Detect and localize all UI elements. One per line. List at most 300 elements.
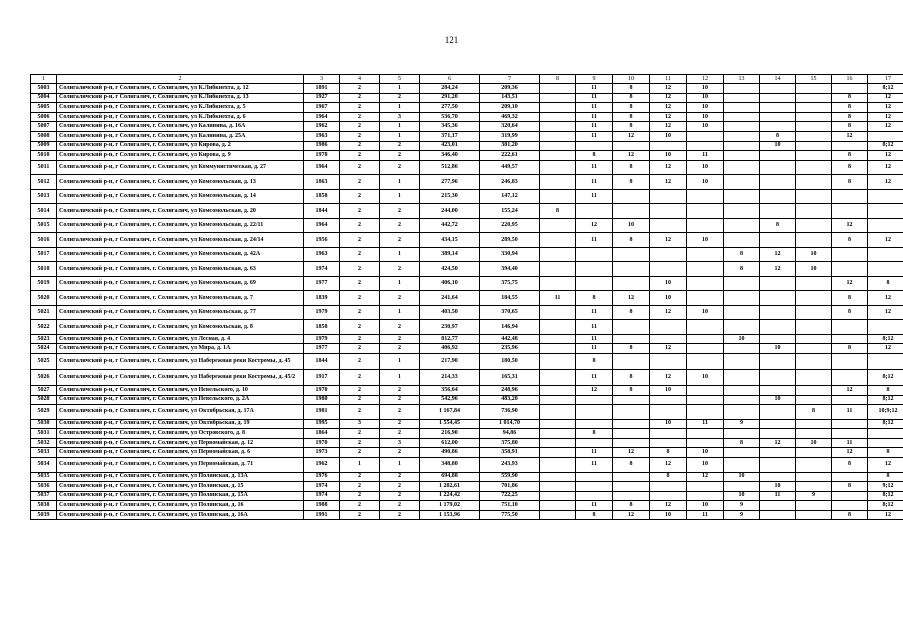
address-cell: Солигаличский р-н, г Солигалич, г. Солигалич, ул Комсомольская, д. 77 bbox=[57, 305, 304, 320]
total-area-cell: 214,33 bbox=[420, 369, 480, 385]
floors-cell: 2 bbox=[340, 482, 380, 492]
col-17-cell bbox=[868, 204, 903, 219]
address-cell: Солигаличский р-н, г Солигалич, г. Солигалич, ул Кирова, д. 9 bbox=[57, 151, 304, 161]
col-16-cell: 12 bbox=[832, 448, 868, 458]
col-17-cell: 12 bbox=[868, 93, 903, 103]
col-10-cell bbox=[613, 472, 650, 482]
row-number-cell: 5015 bbox=[31, 218, 57, 233]
col-13-cell: 9 bbox=[724, 419, 760, 429]
living-area-cell: 358,91 bbox=[480, 448, 540, 458]
year-built-cell: 1977 bbox=[304, 276, 340, 291]
col-17-cell: 12 bbox=[868, 291, 903, 306]
col-14-cell bbox=[760, 369, 796, 385]
address-cell: Солигаличский р-н, г Солигалич, г. Солигалич, ул Набережная реки Костромы, д. 45/2 bbox=[57, 369, 304, 385]
address-cell: Солигаличский р-н, г Солигалич, г. Солигалич, ул Первомайская, д. 12 bbox=[57, 438, 304, 448]
col-14-cell: 12 bbox=[760, 247, 796, 262]
col-10-cell: 8 bbox=[613, 501, 650, 511]
col-13-cell: 8 bbox=[724, 247, 760, 262]
header-cell-6: 6 bbox=[420, 75, 480, 84]
entrances-cell: 1 bbox=[380, 276, 420, 291]
floors-cell: 2 bbox=[340, 262, 380, 277]
living-area-cell: 289,50 bbox=[480, 233, 540, 248]
col-17-cell bbox=[868, 262, 903, 277]
col-17-cell: 8;12 bbox=[868, 395, 903, 405]
col-14-cell bbox=[760, 276, 796, 291]
col-17-cell: 12 bbox=[868, 160, 903, 175]
col-12-cell: 10 bbox=[687, 233, 724, 248]
col-13-cell bbox=[724, 482, 760, 492]
col-11-cell: 10 bbox=[650, 510, 687, 520]
entrances-cell: 2 bbox=[380, 344, 420, 354]
col-13-cell bbox=[724, 448, 760, 458]
col-9-cell: 11 bbox=[576, 305, 613, 320]
col-13-cell bbox=[724, 189, 760, 204]
address-cell: Солигаличский р-н, г Солигалич, г. Солигалич, ул Комсомольская, д. 63 bbox=[57, 262, 304, 277]
col-14-cell: 12 bbox=[760, 262, 796, 277]
living-area-cell: 751,10 bbox=[480, 501, 540, 511]
total-area-cell: 1 167,84 bbox=[420, 405, 480, 420]
col-16-cell bbox=[832, 429, 868, 439]
header-cell-11: 11 bbox=[650, 75, 687, 84]
col-11-cell: 12 bbox=[650, 458, 687, 473]
col-12-cell bbox=[687, 491, 724, 501]
col-8-cell bbox=[540, 112, 576, 122]
col-16-cell bbox=[832, 141, 868, 151]
address-cell: Солигаличский р-н, г Солигалич, г. Солигалич, ул Комсомольская, д. 8 bbox=[57, 320, 304, 335]
col-14-cell bbox=[760, 385, 796, 395]
living-area-cell: 320,64 bbox=[480, 122, 540, 132]
col-17-cell: 12 bbox=[868, 103, 903, 113]
col-11-cell: 10 bbox=[650, 131, 687, 141]
col-13-cell: 10 bbox=[724, 491, 760, 501]
col-14-cell bbox=[760, 291, 796, 306]
living-area-cell: 722,25 bbox=[480, 491, 540, 501]
year-built-cell: 1962 bbox=[304, 122, 340, 132]
year-built-cell: 1986 bbox=[304, 141, 340, 151]
row-number-cell: 5016 bbox=[31, 233, 57, 248]
col-17-cell: 8;12 bbox=[868, 84, 903, 94]
col-17-cell: 8;12 bbox=[868, 419, 903, 429]
year-built-cell: 1962 bbox=[304, 458, 340, 473]
col-14-cell bbox=[760, 353, 796, 369]
row-number-cell: 5027 bbox=[31, 385, 57, 395]
table-row bbox=[31, 472, 903, 482]
entrances-cell: 2 bbox=[380, 93, 420, 103]
col-9-cell: 11 bbox=[576, 112, 613, 122]
entrances-cell: 1 bbox=[380, 122, 420, 132]
floors-cell: 2 bbox=[340, 151, 380, 161]
col-10-cell bbox=[613, 438, 650, 448]
col-15-cell bbox=[796, 353, 832, 369]
address-cell: Солигаличский р-н, г Солигалич, г. Солигалич, ул К.Либкнехта, д. 6 bbox=[57, 112, 304, 122]
total-area-cell: 215,30 bbox=[420, 189, 480, 204]
entrances-cell: 2 bbox=[380, 334, 420, 344]
col-17-cell: 12 bbox=[868, 122, 903, 132]
col-13-cell bbox=[724, 276, 760, 291]
entrances-cell: 1 bbox=[380, 84, 420, 94]
col-13-cell bbox=[724, 93, 760, 103]
col-16-cell: 8 bbox=[832, 103, 868, 113]
col-9-cell bbox=[576, 247, 613, 262]
header-cell-9: 9 bbox=[576, 75, 613, 84]
col-8-cell bbox=[540, 353, 576, 369]
address-cell: Солигаличский р-н, г Солигалич, г. Солигалич, ул Первомайская, д. 6 bbox=[57, 448, 304, 458]
year-built-cell: 1927 bbox=[304, 93, 340, 103]
year-built-cell: 1974 bbox=[304, 482, 340, 492]
col-14-cell: 10 bbox=[760, 344, 796, 354]
table-row bbox=[31, 320, 903, 335]
year-built-cell: 1970 bbox=[304, 385, 340, 395]
col-8-cell bbox=[540, 405, 576, 420]
col-11-cell: 12 bbox=[650, 305, 687, 320]
total-area-cell: 512,86 bbox=[420, 160, 480, 175]
row-number-cell: 5033 bbox=[31, 448, 57, 458]
address-cell: Солигаличский р-н, г Солигалич, г. Солигалич, ул Кирова, д. 2 bbox=[57, 141, 304, 151]
col-17-cell bbox=[868, 189, 903, 204]
col-13-cell bbox=[724, 112, 760, 122]
col-8-cell bbox=[540, 122, 576, 132]
col-14-cell bbox=[760, 122, 796, 132]
col-13-cell bbox=[724, 204, 760, 219]
col-13-cell bbox=[724, 131, 760, 141]
col-9-cell bbox=[576, 472, 613, 482]
col-16-cell bbox=[832, 501, 868, 511]
col-9-cell: 11 bbox=[576, 320, 613, 335]
table-row bbox=[31, 218, 903, 233]
floors-cell: 2 bbox=[340, 175, 380, 190]
header-cell-7: 7 bbox=[480, 75, 540, 84]
col-10-cell: 12 bbox=[613, 510, 650, 520]
col-14-cell bbox=[760, 334, 796, 344]
col-11-cell bbox=[650, 334, 687, 344]
col-12-cell: 11 bbox=[687, 151, 724, 161]
col-14-cell bbox=[760, 458, 796, 473]
col-13-cell bbox=[724, 320, 760, 335]
col-8-cell bbox=[540, 385, 576, 395]
table-row bbox=[31, 438, 903, 448]
col-10-cell: 8 bbox=[613, 369, 650, 385]
header-cell-16: 16 bbox=[832, 75, 868, 84]
col-12-cell: 10 bbox=[687, 112, 724, 122]
address-cell: Солигаличский р-н, г Солигалич, г. Солигалич, ул Октябрьская, д. 19 bbox=[57, 419, 304, 429]
entrances-cell: 2 bbox=[380, 151, 420, 161]
table-row bbox=[31, 482, 903, 492]
col-15-cell bbox=[796, 429, 832, 439]
col-8-cell bbox=[540, 218, 576, 233]
col-8-cell bbox=[540, 438, 576, 448]
col-12-cell: 10 bbox=[687, 93, 724, 103]
total-area-cell: 348,80 bbox=[420, 458, 480, 473]
col-11-cell: 12 bbox=[650, 501, 687, 511]
col-16-cell: 11 bbox=[832, 438, 868, 448]
address-cell: Солигаличский р-н, г Солигалич, г. Солигалич, ул Комсомольская, д. 14 bbox=[57, 189, 304, 204]
col-11-cell: 12 bbox=[650, 84, 687, 94]
address-cell: Солигаличский р-н, г Солигалич, г. Солигалич, ул Комсомольская, д. 69 bbox=[57, 276, 304, 291]
col-15-cell bbox=[796, 369, 832, 385]
col-16-cell: 8 bbox=[832, 151, 868, 161]
col-12-cell bbox=[687, 276, 724, 291]
address-cell: Солигаличский р-н, г Солигалич, г. Солигалич, ул Комсомольская, д. 7 bbox=[57, 291, 304, 306]
row-number-cell: 5018 bbox=[31, 262, 57, 277]
col-13-cell bbox=[724, 305, 760, 320]
col-15-cell bbox=[796, 189, 832, 204]
entrances-cell: 2 bbox=[380, 510, 420, 520]
header-row bbox=[31, 75, 903, 84]
col-8-cell bbox=[540, 395, 576, 405]
col-15-cell bbox=[796, 320, 832, 335]
col-9-cell: 11 bbox=[576, 103, 613, 113]
year-built-cell: 1967 bbox=[304, 103, 340, 113]
row-number-cell: 5023 bbox=[31, 334, 57, 344]
year-built-cell: 1864 bbox=[304, 429, 340, 439]
row-number-cell: 5036 bbox=[31, 482, 57, 492]
entrances-cell: 2 bbox=[380, 385, 420, 395]
col-17-cell bbox=[868, 320, 903, 335]
address-cell: Солигаличский р-н, г Солигалич, г. Солигалич, ул Октябрьская, д. 17А bbox=[57, 405, 304, 420]
col-9-cell bbox=[576, 405, 613, 420]
col-15-cell bbox=[796, 218, 832, 233]
year-built-cell: 1980 bbox=[304, 395, 340, 405]
row-number-cell: 5029 bbox=[31, 405, 57, 420]
living-area-cell: 375,80 bbox=[480, 438, 540, 448]
col-11-cell bbox=[650, 320, 687, 335]
col-12-cell bbox=[687, 218, 724, 233]
col-12-cell bbox=[687, 405, 724, 420]
col-10-cell bbox=[613, 320, 650, 335]
col-9-cell: 11 bbox=[576, 122, 613, 132]
entrances-cell: 1 bbox=[380, 175, 420, 190]
col-10-cell: 8 bbox=[613, 112, 650, 122]
entrances-cell: 2 bbox=[380, 501, 420, 511]
col-16-cell bbox=[832, 189, 868, 204]
address-cell: Солигаличский р-н, г Солигалич, г. Солигалич, ул Полянская, д. 16А bbox=[57, 510, 304, 520]
living-area-cell: 394,40 bbox=[480, 262, 540, 277]
col-17-cell: 12 bbox=[868, 458, 903, 473]
col-12-cell: 10 bbox=[687, 501, 724, 511]
living-area-cell: 220,95 bbox=[480, 218, 540, 233]
row-number-cell: 5007 bbox=[31, 122, 57, 132]
col-14-cell bbox=[760, 204, 796, 219]
floors-cell: 2 bbox=[340, 305, 380, 320]
floors-cell: 2 bbox=[340, 448, 380, 458]
col-17-cell: 12 bbox=[868, 175, 903, 190]
col-15-cell: 10 bbox=[796, 438, 832, 448]
living-area-cell: 184,55 bbox=[480, 291, 540, 306]
col-8-cell bbox=[540, 334, 576, 344]
col-15-cell bbox=[796, 510, 832, 520]
year-built-cell: 1858 bbox=[304, 320, 340, 335]
col-14-cell: 11 bbox=[760, 491, 796, 501]
year-built-cell: 1891 bbox=[304, 84, 340, 94]
address-cell: Солигаличский р-н, г Солигалич, г. Солигалич, ул Калинина, д. 16А bbox=[57, 122, 304, 132]
col-16-cell bbox=[832, 369, 868, 385]
col-13-cell: 10 bbox=[724, 472, 760, 482]
col-8-cell bbox=[540, 189, 576, 204]
living-area-cell: 243,93 bbox=[480, 458, 540, 473]
floors-cell: 2 bbox=[340, 122, 380, 132]
year-built-cell: 1991 bbox=[304, 510, 340, 520]
col-17-cell: 8 bbox=[868, 276, 903, 291]
header-cell-13: 13 bbox=[724, 75, 760, 84]
col-12-cell bbox=[687, 247, 724, 262]
col-15-cell bbox=[796, 482, 832, 492]
col-8-cell bbox=[540, 141, 576, 151]
address-cell: Солигаличский р-н, г Солигалич, г. Солигалич, ул Полянская, д. 13А bbox=[57, 472, 304, 482]
row-number-cell: 5020 bbox=[31, 291, 57, 306]
floors-cell: 2 bbox=[340, 204, 380, 219]
year-built-cell: 1979 bbox=[304, 334, 340, 344]
col-13-cell: 9 bbox=[724, 501, 760, 511]
col-17-cell: 8 bbox=[868, 385, 903, 395]
col-16-cell: 8 bbox=[832, 233, 868, 248]
total-area-cell: 536,70 bbox=[420, 112, 480, 122]
table-row bbox=[31, 204, 903, 219]
address-cell: Солигаличский р-н, г Солигалич, г. Солигалич, ул К.Либкнехта, д. 13 bbox=[57, 93, 304, 103]
living-area-cell: 209,10 bbox=[480, 103, 540, 113]
col-9-cell bbox=[576, 438, 613, 448]
col-17-cell: 12 bbox=[868, 233, 903, 248]
col-13-cell: 8 bbox=[724, 438, 760, 448]
year-built-cell: 1963 bbox=[304, 247, 340, 262]
col-10-cell: 12 bbox=[613, 131, 650, 141]
floors-cell: 2 bbox=[340, 344, 380, 354]
col-14-cell bbox=[760, 84, 796, 94]
col-11-cell: 10 bbox=[650, 151, 687, 161]
col-12-cell bbox=[687, 262, 724, 277]
row-number-cell: 5034 bbox=[31, 458, 57, 473]
col-11-cell bbox=[650, 189, 687, 204]
living-area-cell: 209,36 bbox=[480, 84, 540, 94]
living-area-cell: 469,32 bbox=[480, 112, 540, 122]
floors-cell: 2 bbox=[340, 93, 380, 103]
total-area-cell: 284,24 bbox=[420, 84, 480, 94]
col-8-cell bbox=[540, 247, 576, 262]
col-14-cell: 10 bbox=[760, 482, 796, 492]
total-area-cell: 490,86 bbox=[420, 448, 480, 458]
col-9-cell: 8 bbox=[576, 353, 613, 369]
col-17-cell: 8;12 bbox=[868, 369, 903, 385]
col-17-cell: 12 bbox=[868, 151, 903, 161]
year-built-cell: 1978 bbox=[304, 151, 340, 161]
col-13-cell bbox=[724, 141, 760, 151]
entrances-cell: 1 bbox=[380, 103, 420, 113]
col-14-cell: 8 bbox=[760, 218, 796, 233]
col-12-cell: 10 bbox=[687, 175, 724, 190]
col-15-cell bbox=[796, 419, 832, 429]
row-number-cell: 5035 bbox=[31, 472, 57, 482]
col-16-cell bbox=[832, 204, 868, 219]
address-cell: Солигаличский р-н, г Солигалич, г. Солигалич, ул Комсомольская, д. 24/14 bbox=[57, 233, 304, 248]
table-row bbox=[31, 458, 903, 473]
total-area-cell: 1 202,61 bbox=[420, 482, 480, 492]
col-15-cell bbox=[796, 501, 832, 511]
col-11-cell bbox=[650, 218, 687, 233]
floors-cell: 2 bbox=[340, 501, 380, 511]
total-area-cell: 403,50 bbox=[420, 305, 480, 320]
header-cell-1: 1 bbox=[31, 75, 57, 84]
row-number-cell: 5010 bbox=[31, 151, 57, 161]
floors-cell: 2 bbox=[340, 491, 380, 501]
col-9-cell: 11 bbox=[576, 344, 613, 354]
entrances-cell: 2 bbox=[380, 472, 420, 482]
row-number-cell: 5011 bbox=[31, 160, 57, 175]
table-row bbox=[31, 131, 903, 141]
col-14-cell: 12 bbox=[760, 438, 796, 448]
total-area-cell: 277,96 bbox=[420, 175, 480, 190]
entrances-cell: 2 bbox=[380, 160, 420, 175]
row-number-cell: 5021 bbox=[31, 305, 57, 320]
col-17-cell bbox=[868, 429, 903, 439]
col-17-cell bbox=[868, 353, 903, 369]
total-area-cell: 346,40 bbox=[420, 151, 480, 161]
table-row bbox=[31, 385, 903, 395]
col-8-cell bbox=[540, 501, 576, 511]
col-10-cell bbox=[613, 419, 650, 429]
col-8-cell bbox=[540, 305, 576, 320]
col-9-cell bbox=[576, 262, 613, 277]
col-13-cell bbox=[724, 429, 760, 439]
col-14-cell bbox=[760, 175, 796, 190]
col-12-cell: 10 bbox=[687, 448, 724, 458]
col-17-cell: 12 bbox=[868, 112, 903, 122]
address-cell: Солигаличский р-н, г Солигалич, г. Солигалич, ул Лесная, д. 4 bbox=[57, 334, 304, 344]
living-area-cell: 775,50 bbox=[480, 510, 540, 520]
row-number-cell: 5012 bbox=[31, 175, 57, 190]
year-built-cell: 1964 bbox=[304, 112, 340, 122]
row-number-cell: 5031 bbox=[31, 429, 57, 439]
total-area-cell: 216,90 bbox=[420, 429, 480, 439]
address-cell: Солигаличский р-н, г Солигалич, г. Солигалич, ул Невельского, д. 10 bbox=[57, 385, 304, 395]
total-area-cell: 1 224,42 bbox=[420, 491, 480, 501]
year-built-cell: 1858 bbox=[304, 189, 340, 204]
col-16-cell: 12 bbox=[832, 218, 868, 233]
year-built-cell: 1988 bbox=[304, 501, 340, 511]
col-15-cell: 9 bbox=[796, 491, 832, 501]
col-11-cell bbox=[650, 353, 687, 369]
living-area-cell: 146,94 bbox=[480, 320, 540, 335]
table-row bbox=[31, 510, 903, 520]
col-11-cell bbox=[650, 438, 687, 448]
year-built-cell: 1973 bbox=[304, 448, 340, 458]
total-area-cell: 812,77 bbox=[420, 334, 480, 344]
floors-cell: 2 bbox=[340, 438, 380, 448]
table-row bbox=[31, 93, 903, 103]
col-15-cell bbox=[796, 448, 832, 458]
col-8-cell bbox=[540, 103, 576, 113]
col-13-cell bbox=[724, 160, 760, 175]
col-11-cell: 12 bbox=[650, 122, 687, 132]
col-15-cell bbox=[796, 204, 832, 219]
col-14-cell: 10 bbox=[760, 395, 796, 405]
col-16-cell: 8 bbox=[832, 458, 868, 473]
address-cell: Солигаличский р-н, г Солигалич, г. Солигалич, ул Набережная реки Костромы, д. 45 bbox=[57, 353, 304, 369]
col-9-cell: 8 bbox=[576, 151, 613, 161]
col-9-cell: 11 bbox=[576, 175, 613, 190]
col-12-cell bbox=[687, 344, 724, 354]
col-16-cell: 8 bbox=[832, 175, 868, 190]
col-13-cell bbox=[724, 353, 760, 369]
col-14-cell: 8 bbox=[760, 131, 796, 141]
col-8-cell bbox=[540, 151, 576, 161]
col-12-cell: 12 bbox=[687, 472, 724, 482]
col-10-cell: 8 bbox=[613, 122, 650, 132]
address-cell: Солигаличский р-н, г Солигалич, г. Солигалич, ул К.Либкнехта, д. 12 bbox=[57, 84, 304, 94]
living-area-cell: 559,90 bbox=[480, 472, 540, 482]
row-number-cell: 5039 bbox=[31, 510, 57, 520]
total-area-cell: 291,20 bbox=[420, 93, 480, 103]
col-8-cell bbox=[540, 93, 576, 103]
col-17-cell: 10;9;12 bbox=[868, 405, 903, 420]
